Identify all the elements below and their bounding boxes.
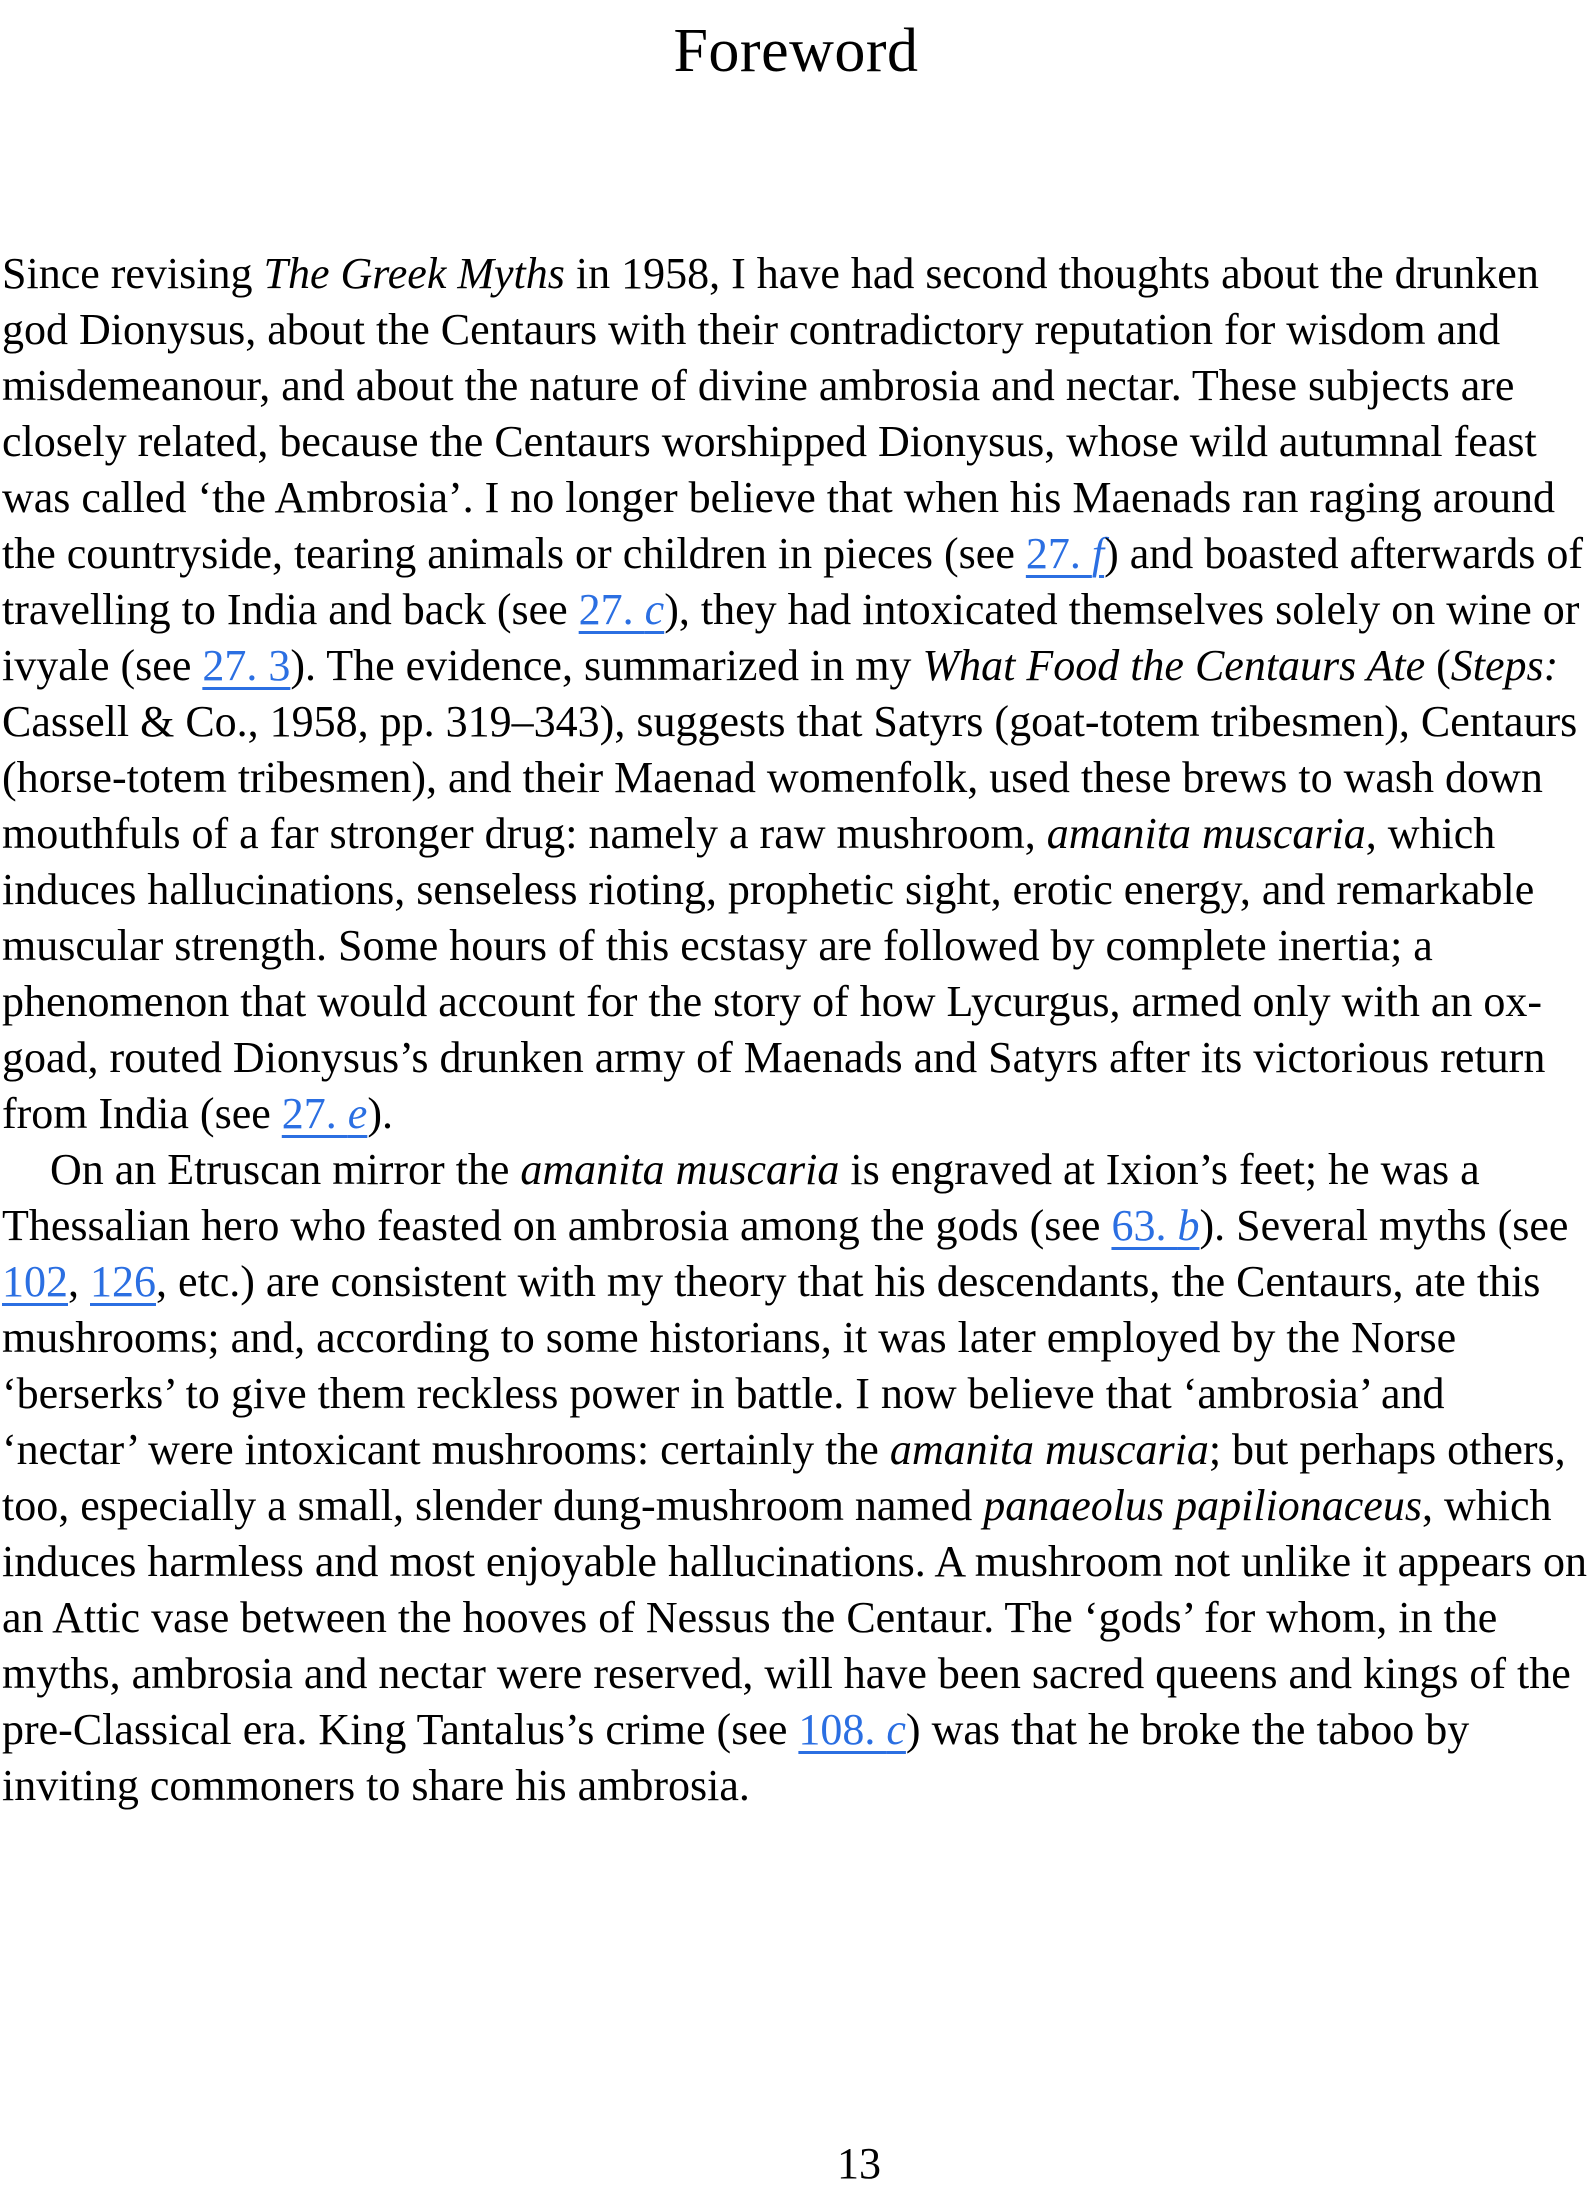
page-number: 13 (837, 2139, 881, 2188)
cross-reference-link[interactable]: b (1177, 1201, 1200, 1250)
body-text: in 1958, I have had second thoughts about the drunken god Dionysus, about the Centaurs with their contradictory reputation for wisdom and misdemeanour, and about the nature of divine ambrosia and nectar. These subjects are closely related, because the Centaurs worshipped Dionysus, whose wild autumnal feast was called ‘the Ambrosia’. I no longer believe that when his Maenads ran raging around the countryside, tearing animals or children in pieces (see (2, 249, 1555, 578)
italic-text: amanita muscaria (889, 1425, 1209, 1474)
body-text: On an Etruscan mirror the (50, 1145, 521, 1194)
body-text: ) and boasted afterwards of travelling to India and back (see (2, 529, 1584, 634)
cross-reference-link[interactable]: 27. (578, 585, 645, 634)
paragraph (2, 246, 1590, 1142)
body-text: ). (367, 1089, 393, 1138)
cross-reference-link[interactable]: 27. (281, 1089, 348, 1138)
cross-reference-link[interactable]: 63. (1111, 1201, 1178, 1250)
body-text: Cassell & Co., 1958, pp. 319–343), suggests that Satyrs (goat-totem tribesmen), Centaurs (horse-totem tribesmen), and their Maenad womenfolk, used these brews to wash down mouthfuls of a far stronger drug: namely a raw mushroom, (2, 697, 1578, 858)
body-text: ; but perhaps others, too, especially a small, slender dung-mushroom named (2, 1425, 1566, 1530)
italic-text: panaeolus papilionaceus (983, 1481, 1422, 1530)
body-text: , etc.) are consistent with my theory that his descendants, the Centaurs, ate this mushrooms; and, according to some historians, it was later employed by the Norse ‘berserks’ to give them reckless power in battle. I now believe that ‘ambrosia’ and ‘nectar’ were intoxicant mushrooms: certainly the (2, 1257, 1541, 1474)
body-text: ). Several myths (see (1199, 1201, 1569, 1250)
body-text: ( (1425, 641, 1451, 690)
body-text: ), they had intoxicated themselves solely on wine or ivyale (see (2, 585, 1580, 690)
body-text: is engraved at Ixion’s feet; he was a Thessalian hero who feasted on ambrosia among the gods (see (2, 1145, 1480, 1250)
body-text: ). The evidence, summarized in my (290, 641, 923, 690)
body-text: , which induces harmless and most enjoyable hallucinations. A mushroom not unlike it appears on an Attic vase between the hooves of Nessus the Centaur. The ‘gods’ for whom, in the myths, ambrosia and nectar were reserved, will have been sacred queens and kings of the pre-Classical era. King Tantalus’s crime (see (2, 1481, 1587, 1754)
italic-text: The Greek Myths (263, 249, 565, 298)
body-text: , which induces hallucinations, senseless rioting, prophetic sight, erotic energy, and remarkable muscular strength. Some hours of this ecstasy are followed by complete inertia; a phenomenon that would account for the story of how Lycurgus, armed only with an ox-goad, routed Dionysus’s drunken army of Maenads and Satyrs after its victorious return from India (see (2, 809, 1546, 1138)
body-text: Since revising (2, 249, 264, 298)
body-text: , (68, 1257, 90, 1306)
cross-reference-link[interactable]: 27. 3 (202, 641, 291, 690)
italic-text: amanita muscaria (520, 1145, 840, 1194)
cross-reference-link[interactable]: 102 (2, 1257, 68, 1306)
paragraph (2, 1142, 1590, 1814)
cross-reference-link[interactable]: c (644, 585, 665, 634)
italic-text: Steps: (1450, 641, 1559, 690)
cross-reference-link[interactable]: 27. (1025, 529, 1092, 578)
italic-text: amanita muscaria (1046, 809, 1366, 858)
cross-reference-link[interactable]: f (1091, 529, 1105, 578)
page-title: Foreword (673, 17, 919, 85)
cross-reference-link[interactable]: 126 (90, 1257, 156, 1306)
cross-reference-link[interactable]: e (347, 1089, 368, 1138)
cross-reference-link[interactable]: 108. (798, 1705, 887, 1754)
italic-text: What Food the Centaurs Ate (922, 641, 1426, 690)
text-content (2, 246, 1590, 1814)
body-text: ) was that he broke the taboo by inviting commoners to share his ambrosia. (2, 1705, 1470, 1810)
cross-reference-link[interactable]: c (886, 1705, 906, 1754)
